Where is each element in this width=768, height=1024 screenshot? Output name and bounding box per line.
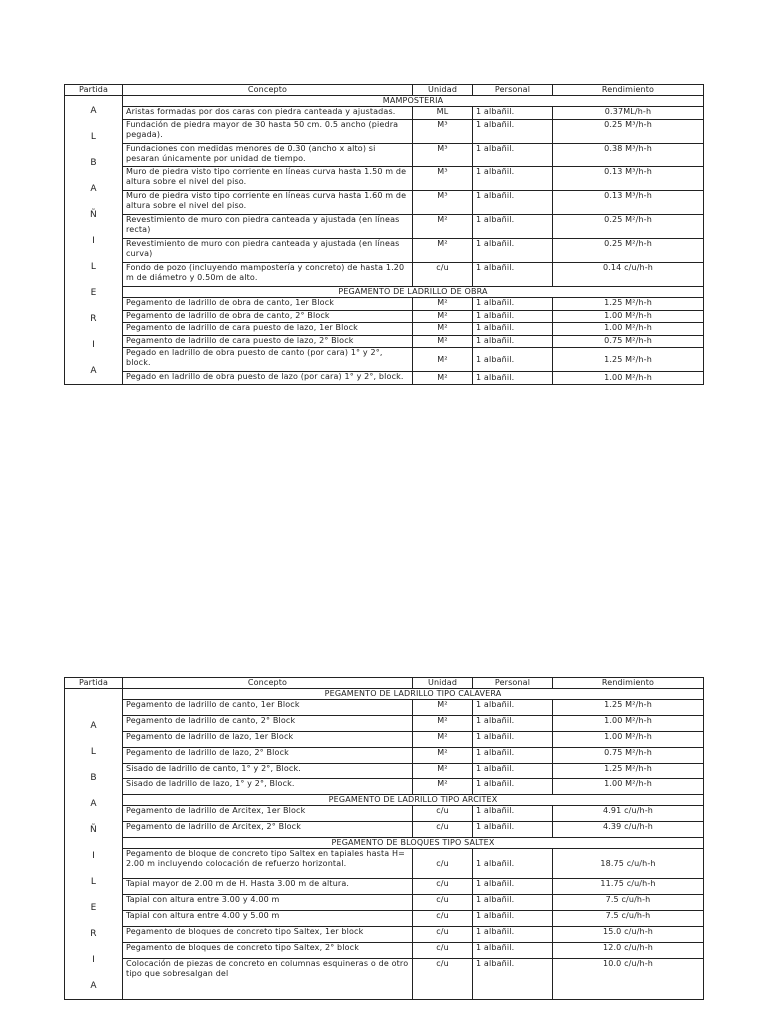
concepto-cell: Tapial mayor de 2.00 m de H. Hasta 3.00 m de altura.	[123, 879, 413, 895]
unidad-cell: M²	[413, 763, 473, 779]
rendimiento-cell: 0.14 c/u/h-h	[553, 263, 704, 287]
unidad-cell: c/u	[413, 927, 473, 943]
table-row	[65, 348, 704, 372]
rendimiento-cell: 4.91 c/u/h-h	[553, 806, 704, 822]
concepto-cell: Pegamento de ladrillo de canto, 2° Block	[123, 715, 413, 731]
personal-cell: 1 albañil.	[473, 747, 553, 763]
rendimiento-cell: 15.0 c/u/h-h	[553, 927, 704, 943]
rendimiento-cell: 0.13 M³/h-h	[553, 167, 704, 191]
unidad-cell: M²	[413, 348, 473, 372]
unidad-cell: M²	[413, 747, 473, 763]
unidad-cell: M²	[413, 700, 473, 716]
unidad-cell: c/u	[413, 879, 473, 895]
section-title-row	[65, 795, 704, 806]
partida-letter: I	[92, 236, 95, 246]
partida-letter: R	[90, 314, 97, 324]
rendimiento-cell: 1.25 M²/h-h	[553, 298, 704, 311]
table-row	[65, 335, 704, 348]
partida-letter: E	[90, 903, 97, 913]
section-title-row	[65, 689, 704, 700]
personal-cell: 1 albañil.	[473, 372, 553, 385]
concepto-cell: Aristas formadas por dos caras con piedra canteada y ajustadas.	[123, 107, 413, 120]
header-concepto: Concepto	[123, 85, 413, 96]
concepto-cell: Pegamento de ladrillo de canto, 1er Block	[123, 700, 413, 716]
concepto-cell: Revestimiento de muro con piedra canteada y ajustada (en líneas curva)	[123, 239, 413, 263]
section-title-calavera: PEGAMENTO DE LADRILLO TIPO CALAVERA	[123, 689, 704, 700]
concepto-cell: Tapial con altura entre 3.00 y 4.00 m	[123, 895, 413, 911]
table-row	[65, 779, 704, 795]
personal-cell: 1 albañil.	[473, 943, 553, 959]
unidad-cell: M²	[413, 310, 473, 323]
unidad-cell: M²	[413, 715, 473, 731]
unidad-cell: M²	[413, 215, 473, 239]
concepto-cell: Sisado de ladrillo de canto, 1° y 2°, Block.	[123, 763, 413, 779]
rendimiento-cell: 0.75 M²/h-h	[553, 335, 704, 348]
concepto-cell: Fundaciones con medidas menores de 0.30 (ancho x alto) si pesaran únicamente por unidad de tiempo.	[123, 143, 413, 167]
concepto-cell: Pegamento de bloques de concreto tipo Saltex, 2° block	[123, 943, 413, 959]
personal-cell: 1 albañil.	[473, 191, 553, 215]
unidad-cell: c/u	[413, 849, 473, 879]
table-row	[65, 763, 704, 779]
unidad-cell: M³	[413, 167, 473, 191]
concepto-cell: Pegamento de ladrillo de cara puesto de lazo, 1er Block	[123, 323, 413, 336]
rendimiento-cell: 1.00 M²/h-h	[553, 310, 704, 323]
unidad-cell: c/u	[413, 943, 473, 959]
rendimiento-cell: 0.25 M³/h-h	[553, 119, 704, 143]
personal-cell: 1 albañil.	[473, 763, 553, 779]
unidad-cell: M²	[413, 323, 473, 336]
rendimiento-cell: 18.75 c/u/h-h	[553, 849, 704, 879]
concepto-cell: Pegado en ladrillo de obra puesto de canto (por cara) 1° y 2°, block.	[123, 348, 413, 372]
partida-letter: I	[92, 955, 95, 965]
section-title-saltex: PEGAMENTO DE BLOQUES TIPO SALTEX	[123, 838, 704, 849]
concepto-cell: Muro de piedra visto tipo corriente en líneas curva hasta 1.50 m de altura sobre el nivel del piso.	[123, 167, 413, 191]
concepto-cell: Pegamento de ladrillo de obra de canto, 2° Block	[123, 310, 413, 323]
header-unidad: Unidad	[413, 85, 473, 96]
table-row	[65, 879, 704, 895]
concepto-cell: Pegamento de ladrillo de Arcitex, 2° Block	[123, 822, 413, 838]
table-row	[65, 806, 704, 822]
header-personal: Personal	[473, 678, 553, 689]
table-row	[65, 167, 704, 191]
rendimiento-cell: 11.75 c/u/h-h	[553, 879, 704, 895]
partida-letter: Ñ	[90, 210, 97, 220]
table-row	[65, 731, 704, 747]
personal-cell: 1 albañil.	[473, 849, 553, 879]
personal-cell: 1 albañil.	[473, 298, 553, 311]
header-partida: Partida	[65, 678, 123, 689]
personal-cell: 1 albañil.	[473, 263, 553, 287]
table-row	[65, 107, 704, 120]
personal-cell: 1 albañil.	[473, 323, 553, 336]
partida-letter: A	[90, 184, 97, 194]
unidad-cell: c/u	[413, 911, 473, 927]
yield-table-1	[64, 84, 704, 385]
partida-cell	[65, 689, 123, 1000]
concepto-cell: Muro de piedra visto tipo corriente en líneas curva hasta 1.60 m de altura sobre el nivel del piso.	[123, 191, 413, 215]
personal-cell: 1 albañil.	[473, 348, 553, 372]
table-row	[65, 323, 704, 336]
personal-cell: 1 albañil.	[473, 167, 553, 191]
personal-cell: 1 albañil.	[473, 239, 553, 263]
concepto-cell: Revestimiento de muro con piedra canteada y ajustada (en líneas recta)	[123, 215, 413, 239]
personal-cell: 1 albañil.	[473, 143, 553, 167]
section-title-ladrillo-obra: PEGAMENTO DE LADRILLO DE OBRA	[123, 287, 704, 298]
section-title-mamposteria: MAMPOSTERIA	[123, 96, 704, 107]
unidad-cell: M³	[413, 143, 473, 167]
unidad-cell: M²	[413, 239, 473, 263]
table-row	[65, 715, 704, 731]
concepto-cell: Tapial con altura entre 4.00 y 5.00 m	[123, 911, 413, 927]
table-row	[65, 263, 704, 287]
header-personal: Personal	[473, 85, 553, 96]
rendimiento-cell: 7.5 c/u/h-h	[553, 895, 704, 911]
rendimiento-cell: 0.38 M³/h-h	[553, 143, 704, 167]
rendimiento-cell: 1.25 M²/h-h	[553, 763, 704, 779]
unidad-cell: c/u	[413, 263, 473, 287]
concepto-cell: Pegamento de ladrillo de cara puesto de lazo, 2° Block	[123, 335, 413, 348]
table-row	[65, 895, 704, 911]
unidad-cell: M²	[413, 335, 473, 348]
partida-letter: L	[90, 132, 97, 142]
unidad-cell: M³	[413, 119, 473, 143]
partida-letter: Ñ	[90, 825, 97, 835]
personal-cell: 1 albañil.	[473, 879, 553, 895]
table-row	[65, 298, 704, 311]
concepto-cell: Pegamento de ladrillo de lazo, 1er Block	[123, 731, 413, 747]
table-row	[65, 927, 704, 943]
header-concepto: Concepto	[123, 678, 413, 689]
unidad-cell: M²	[413, 779, 473, 795]
personal-cell: 1 albañil.	[473, 895, 553, 911]
unidad-cell: M³	[413, 191, 473, 215]
header-rendimiento: Rendimiento	[553, 678, 704, 689]
personal-cell: 1 albañil.	[473, 822, 553, 838]
table-row	[65, 310, 704, 323]
rendimiento-cell: 1.00 M²/h-h	[553, 323, 704, 336]
table-row	[65, 239, 704, 263]
partida-letter: A	[90, 366, 97, 376]
concepto-cell: Pegado en ladrillo de obra puesto de lazo (por cara) 1° y 2°, block.	[123, 372, 413, 385]
rendimiento-cell: 1.25 M²/h-h	[553, 348, 704, 372]
partida-letter: A	[90, 799, 97, 809]
table-row	[65, 215, 704, 239]
section-title-row	[65, 96, 704, 107]
concepto-cell: Pegamento de ladrillo de obra de canto, 1er Block	[123, 298, 413, 311]
table-row	[65, 119, 704, 143]
personal-cell: 1 albañil.	[473, 911, 553, 927]
partida-letter: I	[92, 851, 95, 861]
personal-cell: 1 albañil.	[473, 215, 553, 239]
personal-cell: 1 albañil.	[473, 715, 553, 731]
unidad-cell: c/u	[413, 822, 473, 838]
partida-letter: L	[90, 877, 97, 887]
concepto-cell: Sisado de ladrillo de lazo, 1° y 2°, Block.	[123, 779, 413, 795]
section-title-row	[65, 838, 704, 849]
rendimiento-cell: 7.5 c/u/h-h	[553, 911, 704, 927]
header-unidad: Unidad	[413, 678, 473, 689]
concepto-cell: Pegamento de bloques de concreto tipo Saltex, 1er block	[123, 927, 413, 943]
partida-cell	[65, 96, 123, 385]
concepto-cell: Pegamento de ladrillo de lazo, 2° Block	[123, 747, 413, 763]
concepto-cell: Fundación de piedra mayor de 30 hasta 50 cm. 0.5 ancho (piedra pegada).	[123, 119, 413, 143]
rendimiento-cell: 4.39 c/u/h-h	[553, 822, 704, 838]
section-title-row	[65, 287, 704, 298]
table-row	[65, 943, 704, 959]
partida-letter: L	[90, 747, 97, 757]
rendimiento-cell: 0.13 M³/h-h	[553, 191, 704, 215]
personal-cell: 1 albañil.	[473, 700, 553, 716]
partida-letter: B	[90, 773, 97, 783]
partida-letter: E	[90, 288, 97, 298]
concepto-cell: Fondo de pozo (incluyendo mampostería y concreto) de hasta 1.20 m de diámetro y 0.50m de alto.	[123, 263, 413, 287]
personal-cell: 1 albañil.	[473, 119, 553, 143]
partida-letter: A	[90, 721, 97, 731]
personal-cell: 1 albañil.	[473, 779, 553, 795]
rendimiento-cell: 12.0 c/u/h-h	[553, 943, 704, 959]
unidad-cell: c/u	[413, 895, 473, 911]
personal-cell: 1 albañil.	[473, 959, 553, 1000]
partida-letter: I	[92, 340, 95, 350]
table-row	[65, 747, 704, 763]
table-row	[65, 911, 704, 927]
concepto-cell: Pegamento de bloque de concreto tipo Saltex en tapiales hasta H= 2.00 m incluyendo colocación de refuerzo horizontal.	[123, 849, 413, 879]
partida-letter: B	[90, 158, 97, 168]
rendimiento-cell: 0.75 M²/h-h	[553, 747, 704, 763]
table-row	[65, 143, 704, 167]
partida-letter: A	[90, 981, 97, 991]
rendimiento-cell: 0.37ML/h-h	[553, 107, 704, 120]
rendimiento-cell: 10.0 c/u/h-h	[553, 959, 704, 1000]
unidad-cell: ML	[413, 107, 473, 120]
personal-cell: 1 albañil.	[473, 806, 553, 822]
personal-cell: 1 albañil.	[473, 335, 553, 348]
personal-cell: 1 albañil.	[473, 310, 553, 323]
rendimiento-cell: 1.00 M²/h-h	[553, 731, 704, 747]
table-header-row	[65, 678, 704, 689]
table-row	[65, 959, 704, 1000]
rendimiento-cell: 0.25 M²/h-h	[553, 215, 704, 239]
rendimiento-cell: 1.25 M²/h-h	[553, 700, 704, 716]
unidad-cell: c/u	[413, 959, 473, 1000]
concepto-cell: Pegamento de ladrillo de Arcitex, 1er Block	[123, 806, 413, 822]
rendimiento-cell: 0.25 M²/h-h	[553, 239, 704, 263]
unidad-cell: M²	[413, 298, 473, 311]
partida-letter: L	[90, 262, 97, 272]
personal-cell: 1 albañil.	[473, 107, 553, 120]
table-row	[65, 191, 704, 215]
rendimiento-cell: 1.00 M²/h-h	[553, 715, 704, 731]
table-row	[65, 372, 704, 385]
unidad-cell: M²	[413, 731, 473, 747]
personal-cell: 1 albañil.	[473, 731, 553, 747]
section-title-arcitex: PEGAMENTO DE LADRILLO TIPO ARCITEX	[123, 795, 704, 806]
concepto-cell: Colocación de piezas de concreto en columnas esquineras o de otro tipo que sobresalgan del	[123, 959, 413, 1000]
table-row	[65, 700, 704, 716]
rendimiento-cell: 1.00 M²/h-h	[553, 779, 704, 795]
partida-letter: A	[90, 106, 97, 116]
header-partida: Partida	[65, 85, 123, 96]
table-row	[65, 822, 704, 838]
table-header-row	[65, 85, 704, 96]
personal-cell: 1 albañil.	[473, 927, 553, 943]
unidad-cell: c/u	[413, 806, 473, 822]
yield-table-2	[64, 677, 704, 1000]
rendimiento-cell: 1.00 M²/h-h	[553, 372, 704, 385]
table-row	[65, 849, 704, 879]
partida-letter: R	[90, 929, 97, 939]
unidad-cell: M²	[413, 372, 473, 385]
header-rendimiento: Rendimiento	[553, 85, 704, 96]
